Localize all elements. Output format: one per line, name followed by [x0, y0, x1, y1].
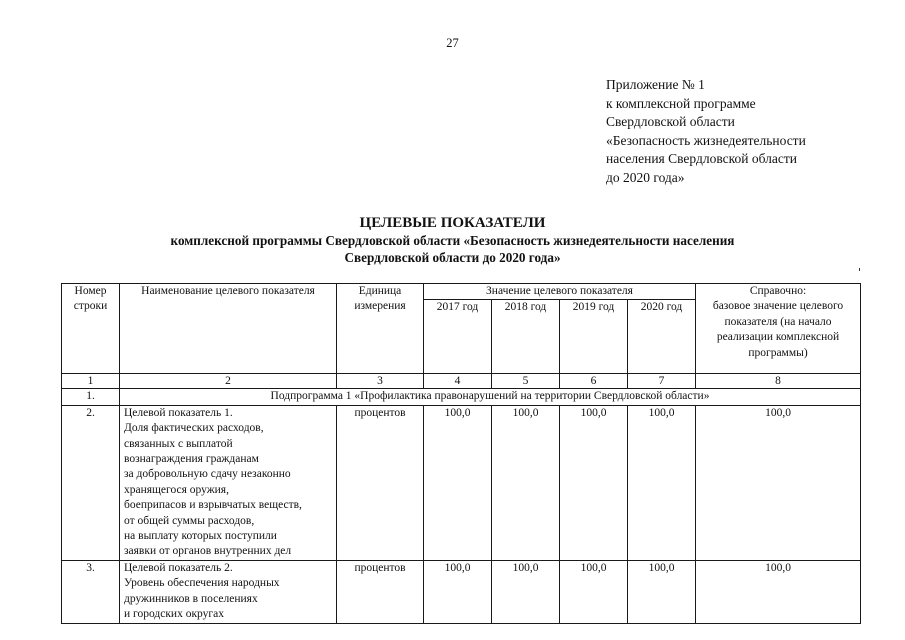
indicator-name: [120, 560, 337, 623]
indicator-name: [120, 405, 337, 560]
header-text: Номер: [74, 285, 107, 297]
section-row-number: 1.: [62, 389, 120, 405]
appendix-line: населения Свердловской области: [606, 151, 797, 167]
header-text: показателя (на начало: [724, 315, 832, 328]
header-row-number: [62, 284, 120, 374]
indicator-name-line: на выплату которых поступили: [124, 530, 277, 543]
section-row: [62, 389, 861, 405]
indicator-name-line: хранящегося оружия,: [124, 483, 229, 496]
column-number: 4: [424, 374, 492, 389]
value-cell: 100,0: [628, 405, 696, 560]
value-cell: 100,0: [424, 405, 492, 560]
document-title: ЦЕЛЕВЫЕ ПОКАЗАТЕЛИ: [359, 215, 546, 231]
row-number: 3.: [62, 560, 120, 623]
indicator-name-line: Целевой показатель 2.: [124, 561, 233, 574]
value-cell: 100,0: [424, 560, 492, 623]
header-text: Справочно:: [749, 285, 807, 297]
indicator-name-line: и городских округах: [124, 608, 224, 621]
document-subtitle-line: комплексной программы Свердловской области «Безопасность жизнедеятельности населения: [170, 233, 735, 248]
indicator-name-line: боеприпасов и взрывчатых веществ,: [124, 499, 302, 512]
header-reference: [696, 284, 861, 374]
unit-cell: процентов: [337, 405, 424, 560]
unit-cell: процентов: [337, 560, 424, 623]
column-numbers-row: [62, 374, 861, 389]
page-number: 27: [446, 36, 459, 50]
document-title-block: [0, 214, 905, 266]
column-number: 8: [696, 374, 861, 389]
table-row: [62, 560, 861, 623]
header-indicator-name: Наименование целевого показателя: [120, 284, 337, 374]
header-year: 2020 год: [628, 300, 696, 374]
section-title: Подпрограмма 1 «Профилактика правонарушений на территории Свердловской области»: [120, 389, 861, 405]
header-text: Единица: [358, 285, 402, 297]
header-unit: [337, 284, 424, 374]
appendix-line: Свердловской области: [606, 114, 735, 130]
column-number: 6: [560, 374, 628, 389]
row-number: 2.: [62, 405, 120, 560]
header-year: 2017 год: [424, 300, 492, 374]
indicator-name-line: дружинников в поселениях: [124, 592, 258, 605]
header-text: строки: [73, 300, 108, 313]
header-year: 2018 год: [492, 300, 560, 374]
header-year: 2019 год: [560, 300, 628, 374]
appendix-line: Приложение № 1: [606, 77, 705, 92]
table-row: [62, 405, 861, 560]
reference-cell: 100,0: [696, 405, 861, 560]
indicator-name-line: за добровольную сдачу незаконно: [124, 468, 291, 481]
header-value-group: Значение целевого показателя: [424, 284, 696, 300]
column-number: 5: [492, 374, 560, 389]
indicator-name-line: Доля фактических расходов,: [124, 422, 264, 435]
value-cell: 100,0: [492, 405, 560, 560]
appendix-line: к комплексной программе: [606, 95, 756, 111]
header-text: программы): [748, 346, 808, 359]
appendix-line: «Безопасность жизнедеятельности: [606, 132, 806, 148]
column-number: 2: [120, 374, 337, 389]
indicators-table: [61, 283, 861, 624]
scan-mark: [859, 268, 860, 271]
document-subtitle-line: Свердловской области до 2020 года»: [344, 250, 561, 265]
value-cell: 100,0: [560, 405, 628, 560]
indicator-name-line: Целевой показатель 1.: [124, 406, 233, 419]
header-text: реализации комплексной: [716, 331, 840, 344]
reference-cell: 100,0: [696, 560, 861, 623]
header-text: измерения: [354, 300, 406, 313]
value-cell: 100,0: [492, 560, 560, 623]
indicator-name-line: заявки от органов внутренних дел: [124, 545, 292, 558]
value-cell: 100,0: [628, 560, 696, 623]
column-number: 7: [628, 374, 696, 389]
value-cell: 100,0: [560, 560, 628, 623]
appendix-line: до 2020 года»: [606, 169, 685, 185]
appendix-note: [606, 76, 806, 188]
indicator-name-line: вознаграждения гражданам: [124, 453, 259, 466]
header-text: базовое значение целевого: [712, 300, 844, 313]
indicator-name-line: связанных с выплатой: [124, 437, 233, 450]
indicator-name-line: от общей суммы расходов,: [124, 514, 255, 527]
column-number: 3: [337, 374, 424, 389]
indicator-name-line: Уровень обеспечения народных: [124, 577, 280, 590]
column-number: 1: [62, 374, 120, 389]
table-header-row: [62, 284, 861, 300]
